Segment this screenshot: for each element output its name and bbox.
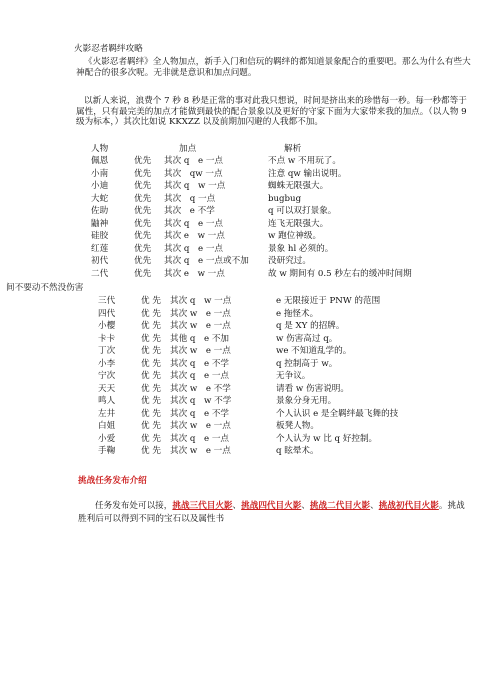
skill-points: 其次 w e 一点 [170, 321, 231, 331]
intro-paragraph-2: 以新人来说，浪费个 7 秒 8 秒是正常的事对此我只想说，时间是挤出来的珍惜每一秒。每一秒都等于属性，只有最完美的加点才能做到最快的配合景象以及更好的守家下面为大家带来我的加点。（以人物 9 级为标本，）其次比如说 KKXZZ 以及前期加闪避的人我都不加。 [76, 96, 467, 128]
analysis-note: we 不知道乱学的。 [276, 346, 352, 356]
table-row [0, 244, 500, 256]
priority-label: 优 先 [141, 346, 161, 356]
character-name: 鼬神 [91, 218, 109, 229]
table-row [0, 231, 500, 243]
analysis-note: 请看 w 伤害说明。 [276, 383, 349, 394]
skill-points: 其次 q e 一点 [170, 433, 230, 444]
character-name: 小迪 [91, 181, 109, 191]
table-row [0, 169, 500, 181]
character-name: 小爱 [98, 433, 116, 444]
character-name: 左井 [98, 408, 116, 419]
analysis-note: 注意 qw 输出说明。 [268, 168, 347, 179]
character-name: 手鞠 [98, 446, 116, 456]
priority-label: 优 先 [141, 296, 161, 306]
character-name: 大蛇 [91, 193, 109, 204]
task-paragraph: 任务发布处可以接，挑战三代目火影、挑战四代目火影、挑战二代目火影、挑战初代目火影。挑战胜利后可以得到不同的宝石以及属性书 [78, 501, 465, 525]
table-row [0, 181, 500, 193]
task-suffix: 。挑战胜利后可以得到不同的宝石以及属性书 [78, 501, 465, 525]
table-row [0, 334, 500, 346]
table-row [0, 446, 500, 458]
character-name: 宁次 [98, 371, 116, 381]
priority-label: 优先 [134, 206, 152, 216]
skill-points: 其次 q 一点 [164, 193, 216, 204]
character-name: 小樱 [98, 321, 116, 331]
table-row [0, 421, 500, 433]
skill-points: 其次 q w 不学 [170, 396, 232, 406]
analysis-note: 无争议。 [276, 371, 311, 381]
analysis-note: e 无限接近于 PNW 的范围 [276, 296, 381, 306]
table-row [0, 194, 500, 206]
wrapped-note-line: 间不要动不然没伤害 [6, 283, 84, 293]
doc-title: 火影忍者羁绊攻略 [74, 44, 143, 54]
priority-label: 优先 [134, 193, 152, 204]
character-name: 初代 [91, 256, 109, 266]
character-name: 三代 [98, 296, 116, 306]
table-row [0, 206, 500, 218]
character-name: 硅胶 [91, 231, 109, 241]
analysis-note: 景象 hl 必须的。 [268, 243, 334, 254]
priority-label: 优先 [134, 231, 152, 241]
character-name: 四代 [98, 308, 116, 319]
skill-points: 其次 q w 一点 [164, 181, 226, 191]
priority-label: 优先 [134, 243, 152, 254]
priority-label: 优先 [134, 218, 152, 229]
priority-label: 优 先 [141, 421, 161, 431]
analysis-note: e 拖怪术。 [276, 308, 319, 319]
skill-points: 其次 q e 不学 [170, 408, 230, 419]
skill-points: 其次 w e 不学 [170, 383, 231, 394]
skill-points: 其次 q e 一点或不加 [164, 256, 249, 266]
skill-points: 其次 e w 一点 [164, 231, 225, 241]
character-name: 佐助 [91, 206, 109, 216]
task-prefix: 任务发布处可以接， [95, 501, 173, 511]
table-row [0, 321, 500, 333]
priority-label: 优 先 [141, 371, 161, 381]
priority-label: 优先 [134, 168, 152, 179]
priority-label: 优先 [134, 156, 152, 166]
analysis-note: 个人认识 e 是全羁绊最飞舞的技 [276, 408, 399, 419]
skill-points: 其他 q e 不加 [170, 333, 230, 344]
character-name: 红莲 [91, 243, 109, 254]
priority-label: 优 先 [141, 446, 161, 456]
priority-label: 优 先 [141, 321, 161, 331]
priority-label: 优先 [134, 268, 152, 279]
table-row [0, 156, 500, 168]
analysis-note: 个人认为 w 比 q 好控制。 [276, 433, 378, 444]
analysis-note: bugbug [268, 193, 302, 204]
table-row [0, 269, 500, 281]
skill-points: 其次 qw 一点 [164, 168, 223, 179]
skill-points: 其次 e w 一点 [164, 268, 225, 279]
table-row [0, 256, 500, 268]
priority-label: 优 先 [141, 333, 161, 344]
header-points: 加点 [179, 144, 197, 154]
table-row [0, 409, 500, 421]
analysis-note: q 控制高于 w。 [276, 358, 338, 369]
priority-label: 优先 [134, 181, 152, 191]
analysis-note: q 眩晕术。 [276, 446, 319, 456]
link-challenge-third-hokage[interactable]: 挑战三代目火影 [172, 501, 233, 511]
table-row [0, 396, 500, 408]
table-row [0, 219, 500, 231]
skill-points: 其次 q e 一点 [164, 243, 224, 254]
priority-label: 优 先 [141, 408, 161, 419]
priority-label: 优先 [134, 256, 152, 266]
analysis-note: 故 w 期间有 0.5 秒左右的缓冲时间期 [268, 268, 412, 279]
character-name: 小李 [98, 358, 116, 369]
link-challenge-second-hokage[interactable]: 挑战二代目火影 [309, 501, 371, 511]
table-row [0, 371, 500, 383]
character-name: 天天 [98, 383, 116, 394]
skill-points: 其次 w e 一点 [170, 446, 231, 456]
header-analysis: 解析 [284, 144, 302, 154]
priority-label: 优 先 [141, 396, 161, 406]
character-name: 小南 [91, 168, 109, 179]
skill-points: 其次 q e 不学 [170, 358, 230, 369]
analysis-note: 不点 w 不用玩了。 [268, 156, 341, 166]
skill-points: 其次 q w 一点 [170, 296, 232, 306]
table-row [0, 296, 500, 308]
analysis-note: 没研究过。 [268, 256, 311, 266]
analysis-note: w 跑位神级。 [268, 231, 322, 241]
skill-points: 其次 q e 一点 [164, 156, 224, 166]
table-row [0, 309, 500, 321]
priority-label: 优 先 [141, 383, 161, 394]
analysis-note: 景象分身无用。 [276, 396, 337, 406]
section-title: 挑战任务发布介绍 [78, 476, 147, 486]
character-name: 二代 [91, 268, 109, 279]
analysis-note: 连飞无限强大。 [268, 218, 329, 229]
character-name: 卡卡 [98, 333, 116, 344]
priority-label: 优 先 [141, 433, 161, 444]
skill-points: 其次 q e 一点 [170, 371, 230, 381]
skill-points: 其次 w e 一点 [170, 308, 231, 319]
character-name: 丁次 [98, 346, 116, 356]
table-row [0, 346, 500, 358]
header-character: 人物 [91, 144, 109, 154]
skill-points: 其次 e 不学 [164, 206, 215, 216]
skill-points: 其次 w e 一点 [170, 421, 231, 431]
analysis-note: 板凳人物。 [276, 421, 319, 431]
priority-label: 优 先 [141, 358, 161, 369]
analysis-note: q 是 XY 的招牌。 [276, 321, 345, 331]
analysis-note: q 可以双打景象。 [268, 206, 337, 216]
table-row [0, 384, 500, 396]
intro-paragraph-1: 《火影忍者羁绊》全人物加点，新手入门和信玩的羁绊的都知道景象配合的重要吧。那么为什么有些大神配合的很多次呢。无非就是意识和加点问题。 [76, 57, 471, 78]
analysis-note: w 伤害高过 q。 [276, 333, 338, 344]
table-row [0, 434, 500, 446]
character-name: 鸣人 [98, 396, 116, 406]
character-name: 白姐 [98, 421, 116, 431]
table-row [0, 359, 500, 371]
analysis-note: 蜘蛛无限强大。 [268, 181, 329, 191]
link-challenge-fourth-hokage[interactable]: 挑战四代目火影 [241, 501, 302, 511]
priority-label: 优 先 [141, 308, 161, 319]
skill-points: 其次 w e 一点 [170, 346, 231, 356]
skill-points: 其次 q e 一点 [164, 218, 224, 229]
character-name: 佩恩 [91, 156, 109, 166]
link-challenge-first-hokage[interactable]: 挑战初代目火影 [378, 501, 439, 511]
